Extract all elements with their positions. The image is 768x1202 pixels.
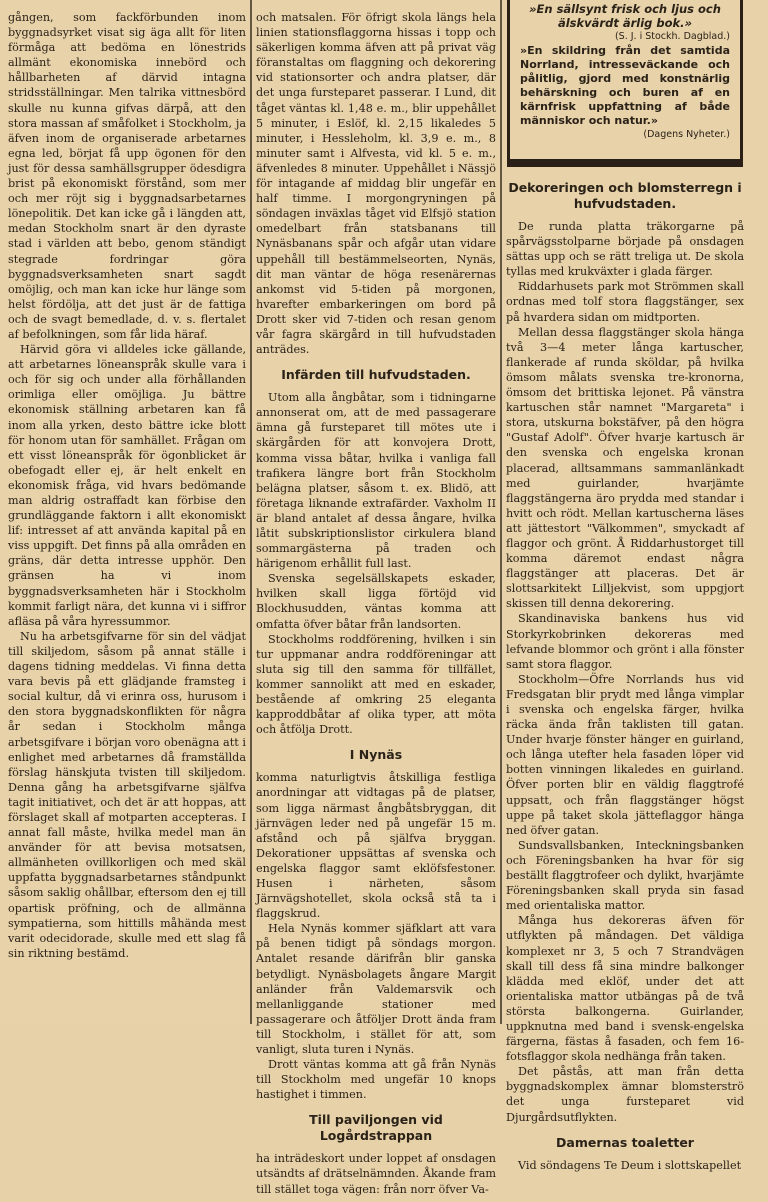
column-3 <box>506 178 744 1202</box>
ad-quote: »En skildring från det samtida Norrland, intresseväckande och pålitlig, gjord med konstnärlig behärskning och buren af en kärnfrisk uppfattning af både människor och natur.» <box>520 44 730 127</box>
article-paragraph: Drott väntas komma att gå från Nynäs till Stockholm med ungefär 10 knops hastighet i timmen. <box>256 1058 496 1102</box>
article-paragraph: Utom alla ångbåtar, som i tidningarne annonserat om, att de med passagerare ämna gå fursteparet till mötes ute i skärgården för att konvojera Drott, komma vissa båtar, hvilka i vanliga fall trafikera längre bort från Stockholm belägna platser, såsom t. ex. Blidö, att företaga liknande extrafärder. Vaxholm II är bland antalet af dessa ångare, hvilka låtit subskriptionslistor cirkulera bland sommargästerna på traden och härigenom erhållit full last. <box>256 391 496 571</box>
article-paragraph: Mellan dessa flaggstänger skola hänga två 3—4 meter långa kartuscher, flankerade af runda sköldar, på hvilka ömsom målats svenska tre-kronorna, ömsom det brittiska lejonet. På vänstra kartuschen står namnet "Margareta" i stora, utskurna bokstäfver, på den högra "Gustaf Adolf". Öfver hvarje kartusch är den svenska och engelska kronan placerad, alltsammans sammanlänkadt med guirlander, hvarjämte flaggstängerna äro prydda med standar i hvitt och rödt. Mellan kartuscherna läses att jättestort "Välkommen", smyckadt af flaggor och grönt. Å Riddarhustorget till komma däremot endast några flaggstänger att placeras. Det är slottsarkitekt Lilljekvist, som uppgjort skissen till denna dekorering. <box>506 325 744 611</box>
section-heading: Dekoreringen och blomsterregn i hufvudstaden. <box>508 180 742 211</box>
section-heading: Till paviljongen vid Logårdstrappan <box>309 1112 443 1144</box>
article-paragraph: Stockholm—Öfre Norrlands hus vid Fredsgatan blir prydt med långa vimplar i svenska och engelska färger, hvilka räcka ända från taklisten till gatan. Under hvarje fönster hänger en guirland, och långa utefter hela fasaden löper vid botten vinningen likaledes en guirland. Öfver porten blir en väldig flaggtrofé uppsatt, och från flaggstänger högst uppe på taket skola jätteflaggor hänga ned öfver gatan. <box>506 672 744 837</box>
article-paragraph: Riddarhusets park mot Strömmen skall ordnas med tolf stora flaggstänger, sex på hvardera sidan om midtporten. <box>506 280 744 324</box>
article-paragraph: gången, som fackförbunden inom byggnadsyrket visat sig äga allt för liten förmåga att bedöma en lönestrids allmänt ekonomiska innebörd och hållbarheten af därvid intagna stridsställningar. Men talrika vittnesbörd skulle nu kunna gifvas därpå, att den stora massan af småfolket i Stockholm, ja äfven inom de organiserade arbetarnes egna led, börjat få upp ögonen för den just för dessa samhällsgrupper ödesdigra brist på ekonomiskt förstånd, som mer och mer röjt sig i byggnadsarbetarnes lönepolitik. Det kan icke gå i längden att, medan Stockholm snart är den dyraste stad i världen att bebo, genom ständigt stegrade fordringar göra byggnadsverksamheten snart sagdt omöjlig, och man kan icke hur länge som helst fördölja, att det just är de fattiga och de svagt bemedlade, d. v. s. flertalet af befolkningen, som får lida häraf. <box>8 11 246 341</box>
article-paragraph: ha inträdeskort under loppet af onsdagen utsändts af drätselnämnden. Åkande fram till stället toga vägen: från norr öfver Va- <box>256 1152 496 1196</box>
article-paragraph: Stockholms roddförening, hvilken i sin tur uppmanar andra roddföreningar att sluta sig till den samma för tillfället, kommer sannolikt att med en eskader, bestående af omkring 25 eleganta kapproddbåtar af olika typer, att möta och åtfölja Drott. <box>256 632 496 737</box>
column-rule <box>250 0 252 1024</box>
ad-source: (S. J. i Stockh. Dagblad.) <box>614 31 730 42</box>
section-heading: Infärden till hufvudstaden. <box>281 367 471 383</box>
column-rule <box>500 0 502 1024</box>
article-paragraph: komma naturligtvis åtskilliga festliga anordningar att vidtagas på de platser, som ligga närmast ångbåtsbryggan, dit järnvägen leder ned på ungefär 15 m. afstånd och på själfva bryggan. Dekorationer uppsättas af svenska och engelska flaggor samt eklöfsfestoner. Husen i närheten, såsom Järnvägshotellet, skola också stå ta i flaggskrud. <box>256 771 496 921</box>
article-paragraph: och matsalen. För öfrigt skola längs hela linien stationsflaggorna hissas i topp och säkerligen komma äfven att på privat väg föranstaltas om flaggning och dekorering vid stationsorter och andra platser, där det unga fursteparet passerar. I Lund, dit tåget väntas kl. 1,48 e. m., blir uppehållet 5 minuter, i Eslöf, kl. 2,15 likaledes 5 minuter, i Hessleholm, kl. 3,9 e. m., 8 minuter samt i Alfvesta, vid kl. 5 e. m., äfvenledes 8 minuter. Uppehållet i Nässjö för intagande af middag blir ungefär en half timme. I morgongryningen på söndagen inväxlas tåget vid Elfsjö station omedelbart från statsbanans till Nynäsbanans spår och afgår utan vidare uppehåll till bestämmelseorten, Nynäs, dit man väntar de höga resenärernas ankomst vid 5-tiden på morgonen, hvarefter embarkeringen om bord på Drott sker vid 7-tiden och resan genom vår fagra skärgård in till hufvudstaden anträdes. <box>256 11 496 357</box>
article-paragraph: Skandinaviska bankens hus vid Storkyrkobrinken dekoreras med lefvande blommor och grönt i alla fönster samt stora flaggor. <box>506 612 744 671</box>
article-paragraph: Härvid göra vi alldeles icke gällande, att arbetarnes löneanspråk skulle vara i och för sig och under alla förhållanden orimliga eller omöjliga. Ju bättre ekonomisk ställning arbetaren kan få inom alla yrken, desto bättre icke blott för honom utan för samhället. Frågan om ett visst löneanspråk för ögonblicket är obefogadt eller ej, är helt enkelt en ekonomisk fråga, vid hvars bedömande man aldrig ostraffadt kan förbise den grundläggande faktorn i allt ekonomiskt lif: intresset af att använda kapital på en viss uppgift. Det finns på alla områden en gräns, där detta intresse upphör. Den gränsen ha vi inom byggnadsverksamheten här i Stockholm kommit farligt nära, det kunna vi i siffror afläsa på våra hyressummor. <box>8 343 246 628</box>
article-paragraph: De runda platta träkorgarne på spårvägsstolparne började på onsdagen sättas upp och se rätt treliga ut. De skola tyllas med krukväxter i glada färger. <box>506 220 744 279</box>
article-paragraph: Svenska segelsällskapets eskader, hvilken skall ligga förtöjd vid Blockhusudden, väntas komma att omfatta öfver båtar från landsorten. <box>256 572 496 631</box>
article-paragraph: Hela Nynäs kommer sjäfklart att vara på benen tidigt på söndags morgon. Antalet resande därifrån blir ganska betydligt. Nynäsbolagets ångare Margit anländer från Valdemarsvik och mellanliggande stationer med passagerare och åtföljer Drott ända fram till Stockholm, i stället för att, som vanligt, sluta turen i Nynäs. <box>256 922 496 1056</box>
ad-quote: »En sällsynt frisk och ljus och älskvärdt ärlig bok.» <box>529 2 721 30</box>
section-heading: Damernas toaletter <box>556 1134 694 1150</box>
article-paragraph: Nu ha arbetsgifvarne för sin del vädjat till skiljedom, såsom på annat ställe i dagens tidning meddelas. Vi finna detta vara bevis på ett glädjande framsteg i social kultur, då vi erinra oss, hurusom i den stora byggnadskonflikten för några år sedan i Stockholm många arbetsgifvare i början voro obenägna att i enlighet med arbetarnes då framställda förslag hänskjuta tvisten till skiljedom. Denna gång ha arbetsgifvarne själfva tagit initiativet, och det är att hoppas, att förslaget skall af motparten accepteras. I annat fall måste, hvilka medel man än använder för att bevisa motsatsen, allmänheten ovillkorligen och med skäl uppfatta byggnadsarbetarnes ståndpunkt såsom saklig ohållbar, eftersom den ej till opartisk pröfning, och de allmänna sympatierna, som hittills måhända mest varit odecidorade, skulle med ett slag få sin riktning bestämd. <box>8 629 246 960</box>
article-paragraph: Många hus dekoreras äfven för utflykten på måndagen. Det väldiga komplexet nr 3, 5 och 7 Strandvägen skall till dess få sina mindre balkonger klädda med eklöf, under det att orientaliska mattor utbängas på de två största balkongerna. Guirlander, uppknutna med band i svensk-engelska färgerna, fästas å fasaden, och fem 16-fotsflaggor skola nedhänga från taken. <box>506 914 744 1064</box>
article-paragraph: Sundsvallsbanken, Inteckningsbanken och Föreningsbanken ha hvar för sig beställt flaggtrofeer och dylikt, hvarjämte Föreningsbanken skall pryda sin fasad med orientaliska mattor. <box>506 838 744 913</box>
column-2 <box>256 10 496 1196</box>
column-1 <box>8 10 246 1034</box>
ad-source: (Dagens Nyheter.) <box>643 129 730 140</box>
article-paragraph: Vid söndagens Te Deum i slottskapellet <box>518 1158 742 1172</box>
ad-bottom-border <box>507 162 743 167</box>
book-advertisement <box>507 0 743 162</box>
article-paragraph: Det påstås, att man från detta byggnadskomplex ämnar blomsterströ det unga fursteparet vid Djurgårdsutflykten. <box>506 1065 744 1124</box>
section-heading: I Nynäs <box>349 747 403 763</box>
